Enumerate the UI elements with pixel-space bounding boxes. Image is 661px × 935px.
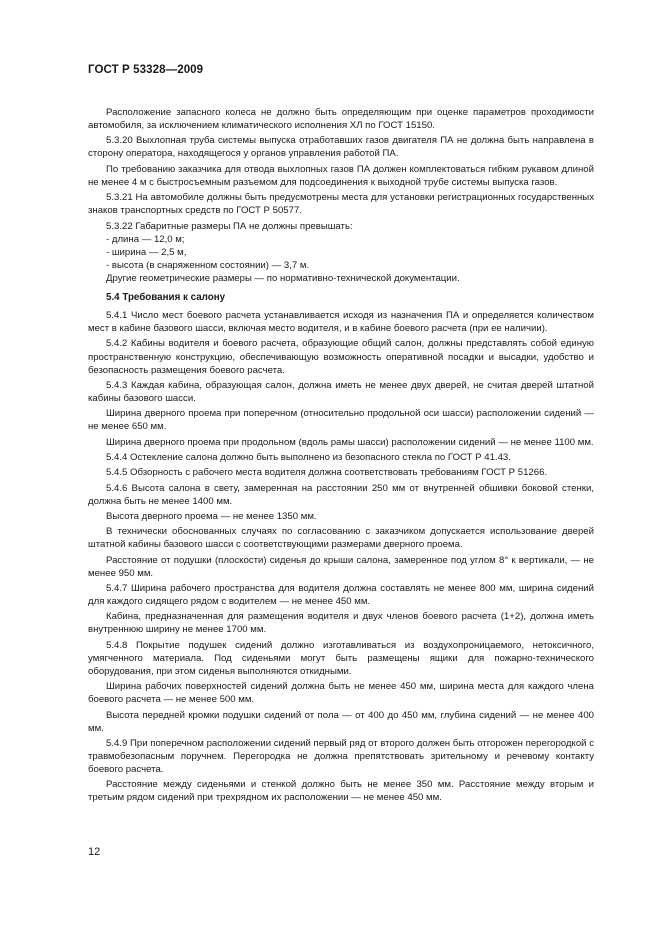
paragraph: 5.4.4 Остекление салона должно быть выполнено из безопасного стекла по ГОСТ Р 41.43. [106, 451, 511, 463]
paragraph: Расположение запасного колеса не должно быть определяющим при оценке параметров проходимости автомобиля, за исключением климатического исполнения ХЛ по ГОСТ 15150. [88, 107, 594, 132]
paragraph: Расстояние от подушки (плоскости) сиденья до крыши салона, замеренное под углом 8° к вертикали, — не менее 950 мм. [88, 554, 594, 579]
paragraph: 5.3.20 Выхлопная труба системы выпуска отработавших газов двигателя ПА не должна быть направлена в сторону оператора, находящегося у органов управления работой ПА. [88, 135, 594, 160]
paragraph: 5.3.22 Габаритные размеры ПА не должны превышать: [106, 220, 353, 232]
document-header: ГОСТ Р 53328—2009 [88, 64, 204, 76]
paragraph: Ширина рабочих поверхностей сидений должна быть не менее 450 мм, ширина места для каждого члена боевого расчета — не менее 500 мм. [88, 681, 594, 706]
page-body [88, 106, 594, 807]
list-item: - высота (в снаряженном состоянии) — 3,7 м. [106, 259, 310, 271]
paragraph: В технически обоснованных случаях по согласованию с заказчиком допускается использование дверей штатной кабины базового шасси с соответствующими размерами дверного проема. [88, 526, 594, 551]
paragraph: 5.4.8 Покрытие подушек сидений должно изготавливаться из воздухопроницаемого, нетоксичного, умягченного материала. Под сиденьями могут быть размещены ящики для пожарно-технического оборудования, при этом сиденья выполняются откидными. [88, 639, 594, 677]
paragraph: 5.4.9 При поперечном расположении сидений первый ряд от второго должен быть отгорожен перегородкой с травмобезопасным поручнем. Перегородка не должна препятствовать зрительному и речевому контакту боевого расчета. [88, 737, 594, 776]
paragraph: Другие геометрические размеры — по нормативно-технической документации. [106, 272, 460, 284]
paragraph: Кабина, предназначенная для размещения водителя и двух членов боевого расчета (1+2), должна иметь внутреннюю ширину не менее 1700 мм. [88, 611, 594, 636]
list-item: - длина — 12,0 м; [106, 233, 185, 245]
paragraph: По требованию заказчика для отвода выхлопных газов ПА должен комплектоваться гибким рукавом длиной не менее 4 м с быстросъемным разъемом для подсоединения к выходной трубе системы выпуска газов. [88, 163, 594, 188]
paragraph: Ширина дверного проема при поперечном (относительно продольной оси шасси) расположении сидений — не менее 650 мм. [88, 408, 594, 433]
list-item: - ширина — 2,5 м, [106, 246, 187, 258]
paragraph: 5.4.3 Каждая кабина, образующая салон, должна иметь не менее двух дверей, не считая дверей штатной кабины базового шасси. [88, 379, 594, 404]
page-number: 12 [88, 846, 101, 858]
paragraph: Ширина дверного проема при продольном (вдоль рамы шасси) расположении сидений — не менее 1100 мм. [106, 436, 594, 448]
section-title: 5.4 Требования к салону [106, 291, 226, 303]
paragraph: 5.4.5 Обзорность с рабочего места водителя должна соответствовать требованиям ГОСТ Р 51266. [106, 467, 548, 479]
paragraph: 5.4.1 Число мест боевого расчета устанавливается исходя из назначения ПА и определяется количеством мест в кабине базового шасси, включая место водителя, и в кабине боевого расчета (при ее наличии). [88, 310, 594, 335]
paragraph: Расстояние между сиденьями и стенкой должно быть не менее 350 мм. Расстояние между вторым и третьим рядом сидений при трехрядном их расположении — не менее 450 мм. [88, 779, 594, 804]
paragraph: Высота дверного проема — не менее 1350 мм. [106, 510, 317, 522]
paragraph: 5.4.6 Высота салона в свету, замеренная на расстоянии 250 мм от внутренней обшивки боковой стенки, должна быть не менее 1400 мм. [88, 482, 594, 507]
paragraph: 5.4.2 Кабины водителя и боевого расчета, образующие общий салон, должны представлять собой единую пространственную конструкцию, обеспечивающую возможность оперативной посадки и высадки, удобство и безопасность размещения боевого расчета. [88, 338, 594, 376]
paragraph: 5.4.7 Ширина рабочего пространства для водителя должна составлять не менее 800 мм, ширина сидений для каждого сидящего рядом с водителем — не менее 450 мм. [88, 582, 594, 607]
paragraph: 5.3.21 На автомобиле должны быть предусмотрены места для установки регистрационных государственных знаков транспортных средств по ГОСТ Р 50577. [88, 192, 594, 217]
paragraph: Высота передней кромки подушки сидений от пола — от 400 до 450 мм, глубина сидений — не менее 400 мм. [88, 709, 594, 734]
